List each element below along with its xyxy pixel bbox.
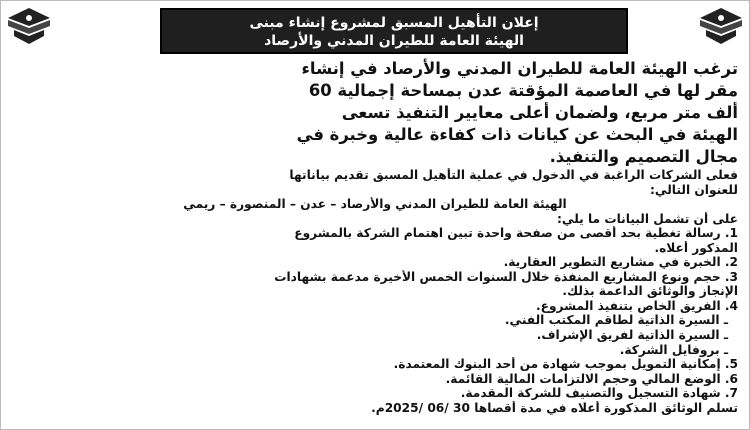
authority-emblem-icon xyxy=(4,4,54,52)
title-line-2: الهيئة العامة للطيران المدني والأرصاد xyxy=(264,33,524,49)
list-item: 1. رسالة تغطية بحد أقصى من صفحة واحدة تبين اهتمام الشركة بالمشروع xyxy=(294,226,738,241)
deadline-text: تسلم الوثائق المذكورة أعلاه في مدة أقصاها 30 /06 /2025م. xyxy=(371,400,738,415)
include-text: على أن تشمل البيانات ما يلي: xyxy=(556,211,738,226)
title-line-1: إعلان التأهيل المسبق لمشروع إنشاء مبنى xyxy=(249,15,539,31)
intro-line: ألف متر مربع، ولضمان أعلى معايير التنفيذ تسعى xyxy=(341,103,738,122)
list-item-cont: المذكور أعلاه. xyxy=(654,240,738,255)
address-text: الهيئة العامة للطيران المدني والأرصاد – عدن – المنصورة – ريمي xyxy=(183,197,567,212)
list-item: 4. الفريق الخاص بتنفيذ المشروع. xyxy=(535,298,738,313)
intro-line: ترغب الهيئة العامة للطيران المدني والأرصاد في إنشاء xyxy=(301,59,738,78)
intro-line: مقر لها في العاصمة المؤقتة عدن بمساحة إجمالية 60 xyxy=(308,81,738,100)
intro-line: مجال التصميم والتنفيذ. xyxy=(549,147,738,166)
intro-paragraph xyxy=(12,58,738,168)
list-item: 6. الوضع المالي وحجم الالتزامات المالية القائمة. xyxy=(445,371,738,386)
invite-text-cont: للعنوان التالي: xyxy=(650,182,738,197)
list-item: 2. الخبرة في مشاريع التطوير العقارية. xyxy=(503,255,738,270)
intro-line: الهيئة في البحث عن كيانات ذات كفاءة عالية وخبرة في xyxy=(296,125,738,144)
invite-text: فعلى الشركات الراغبة في الدخول في عملية التأهيل المسبق تقديم بياناتها xyxy=(289,168,738,182)
list-item: 5. إمكانية التمويل بموجب شهادة من أحد البنوك المعتمدة. xyxy=(393,357,738,372)
list-item: 3. حجم ونوع المشاريع المنفذة خلال السنوات الخمس الأخيرة مدعمة بشهادات xyxy=(274,269,738,284)
list-item-cont: الإنجاز والوثائق الداعمة بذلك. xyxy=(562,284,738,299)
sub-list-item: ـ بروفايل الشركة. xyxy=(619,342,728,357)
list-item: 7. شهادة التسجيل والتصنيف للشركة المقدمة. xyxy=(460,386,738,401)
sub-list-item: ـ السيرة الذاتية لطاقم المكتب الفني. xyxy=(504,313,728,328)
announcement-body xyxy=(12,58,738,415)
requirements-section xyxy=(12,168,738,415)
announcement-title-banner xyxy=(160,8,628,54)
authority-emblem-icon xyxy=(696,4,746,52)
sub-list-item: ـ السيرة الذاتية لفريق الإشراف. xyxy=(536,328,728,343)
